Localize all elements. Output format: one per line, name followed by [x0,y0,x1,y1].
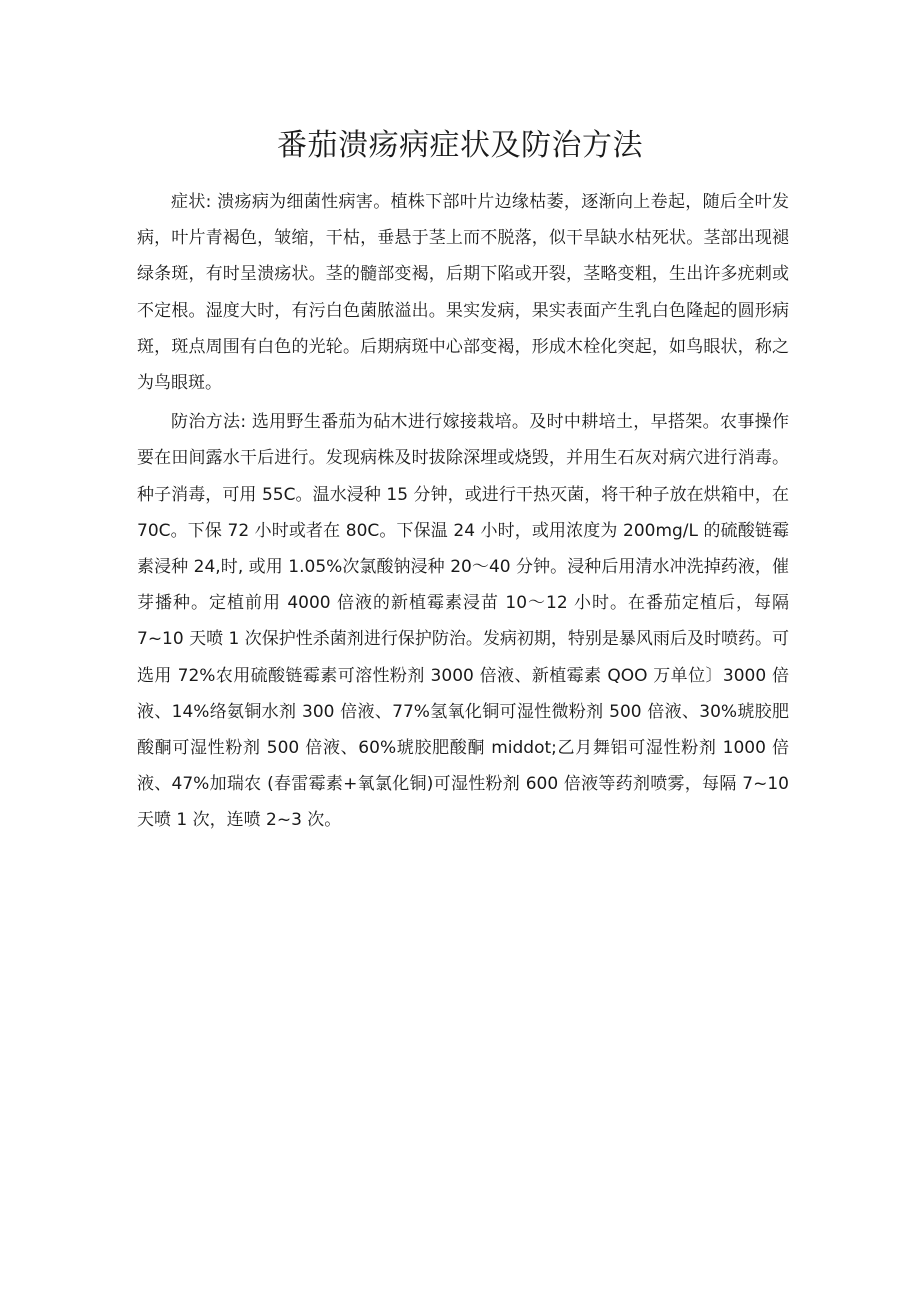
document-title: 番茄溃疡病症状及防治方法 [277,128,643,163]
control-methods-paragraph [137,404,789,838]
symptoms-text: 溃疡病为细菌性病害。植株下部叶片边缘枯萎，逐渐向上卷起，随后全叶发病，叶片青褐色，皱缩，干枯，垂悬于茎上而不脱落，似干旱缺水枯死状。茎部出现褪绿条斑，有时呈溃疡状。茎的髓部变褐，后期下陷或开裂，茎略变粗，生出许多疣刺或不定根。湿度大时，有污白色菌脓溢出。果实发病，果实表面产生乳白色隆起的圆形病斑，斑点周围有白色的光轮。后期病斑中心部变褐，形成木栓化突起，如鸟眼状，称之为鸟眼斑。 [137,192,789,394]
symptoms-label: 症状: [171,192,212,212]
symptoms-paragraph [137,184,789,401]
control-methods-text: 选用野生番茄为砧木进行嫁接栽培。及时中耕培土，早搭架。农事操作要在田间露水干后进行。发现病株及时拔除深埋或烧毁，并用生石灰对病穴进行消毒。种子消毒，可用 55C。温水浸种 15 分钟，或进行干热灭菌，将干种子放在烘箱中，在70C。下保 72 小时或者在 80C。下保温 24 小时，或用浓度为 200mg/L 的硫酸链霉素浸种 24,时, 或用 1.05%次氯酸钠浸种 20～40 分钟。浸种后用清水冲洗掉药液，催芽播种。定植前用 4000 倍液的新植霉素浸苗 10～12 小时。在番茄定植后，每隔 7~10 天喷 1 次保护性杀菌剂进行保护防治。发病初期，特别是暴风雨后及时喷药。可选用 72%农用硫酸链霉素可溶性粉剂 3000 倍液、新植霉素 QOO 万单位〕3000 倍液、14%络氨铜水剂 300 倍液、77%氢氧化铜可湿性微粉剂 500 倍液、30%琥胶肥酸酮可湿性粉剂 500 倍液、60%琥胶肥酸酮 middot;乙月舞铝可湿性粉剂 1000 倍液、47%加瑞农 (春雷霉素+氧氯化铜)可湿性粉剂 600 倍液等药剂喷雾，每隔 7~10 天喷 1 次，连喷 2~3 次。 [137,412,790,831]
control-methods-label: 防治方法: [171,412,247,433]
document-body [137,184,789,839]
